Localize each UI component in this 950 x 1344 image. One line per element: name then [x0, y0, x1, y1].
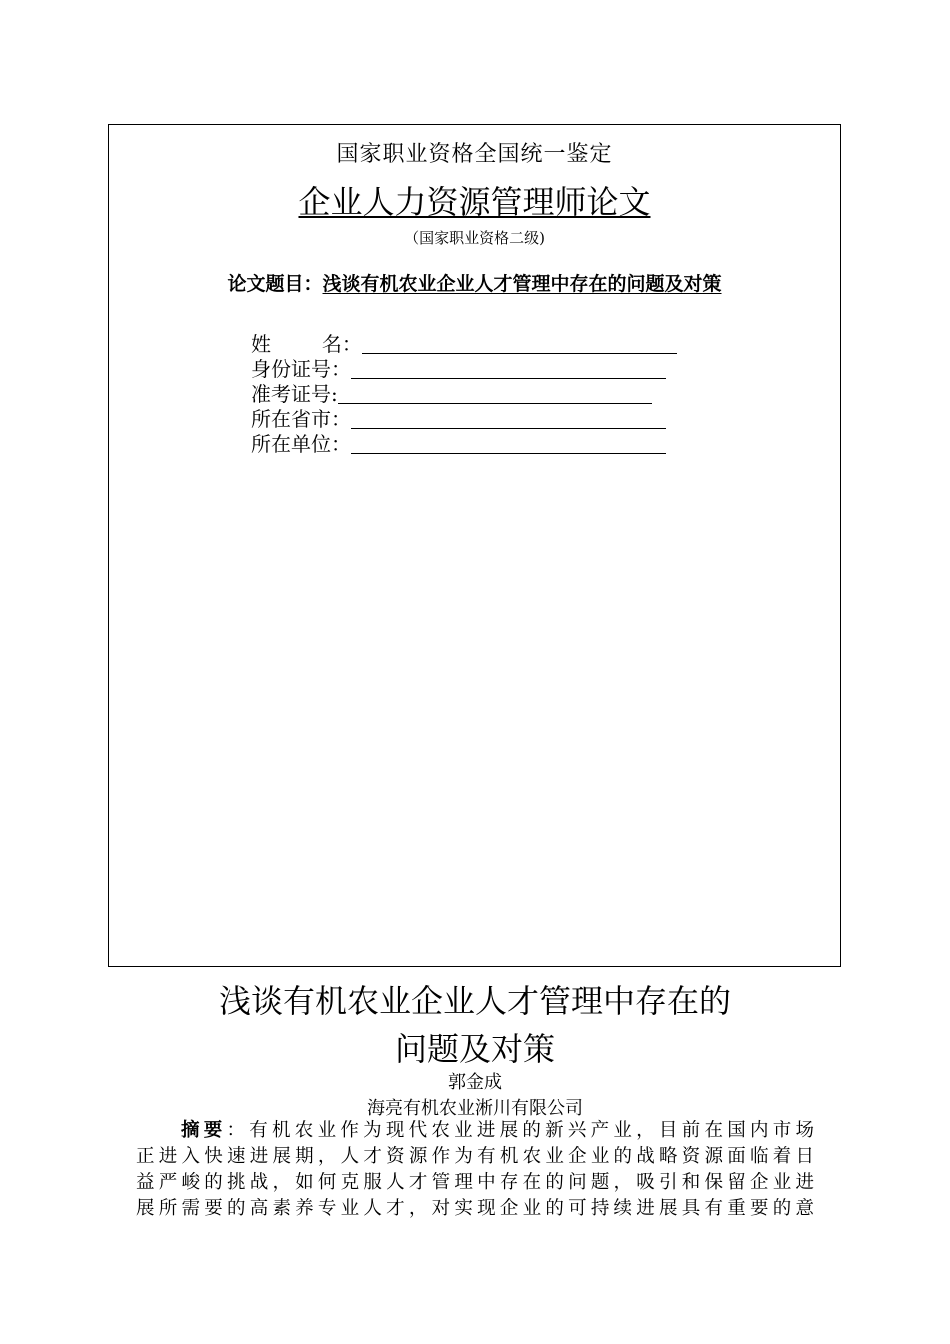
topic-label: 论文题目： [227, 273, 323, 295]
info-fields [251, 332, 677, 457]
topic-line [109, 269, 840, 296]
name-field-line[interactable] [362, 335, 677, 354]
id-number-field-label: 身份证号： [251, 357, 351, 381]
thesis-title: 企业人力资源管理师论文 [298, 183, 651, 221]
province-city-field-label: 所在省市： [251, 407, 351, 431]
author-name: 郭金成 [448, 1072, 502, 1093]
abstract-line: 正进入快速进展期，人才资源作为有机农业企业的战略资源面临着日 [136, 1146, 814, 1167]
author-affiliation: 海亮有机农业淅川有限公司 [367, 1098, 583, 1119]
certification-heading: 国家职业资格全国统一鉴定 [336, 142, 613, 167]
topic-value: 浅谈有机农业企业人才管理中存在的问题及对策 [322, 273, 722, 295]
province-city-field-line[interactable] [351, 410, 666, 429]
abstract [136, 1118, 814, 1222]
name-field-label: 姓 名： [251, 332, 362, 356]
employer-field-line[interactable] [351, 435, 666, 454]
cover-box [108, 124, 841, 967]
abstract-line: 益严峻的挑战，如何克服人才管理中存在的问题，吸引和保留企业进 [136, 1172, 814, 1193]
qualification-level: （国家职业资格二级) [404, 229, 545, 247]
id-number-field-line[interactable] [351, 360, 666, 379]
abstract-label: 摘要 [181, 1120, 227, 1141]
employer-field-label: 所在单位： [251, 432, 351, 456]
article-title-line-2: 问题及对策 [394, 1030, 555, 1068]
abstract-line [136, 1118, 814, 1144]
exam-number-field-label: 准考证号: [251, 382, 338, 406]
abstract-text: ：有机农业作为现代农业进展的新兴产业，目前在国内市场 [226, 1120, 814, 1141]
article-title-line-1: 浅谈有机农业企业人才管理中存在的 [218, 982, 731, 1020]
abstract-line: 展所需要的高素养专业人才，对实现企业的可持续进展具有重要的意 [136, 1198, 814, 1219]
employer-field[interactable] [251, 432, 677, 457]
exam-number-field-line[interactable] [338, 385, 652, 404]
